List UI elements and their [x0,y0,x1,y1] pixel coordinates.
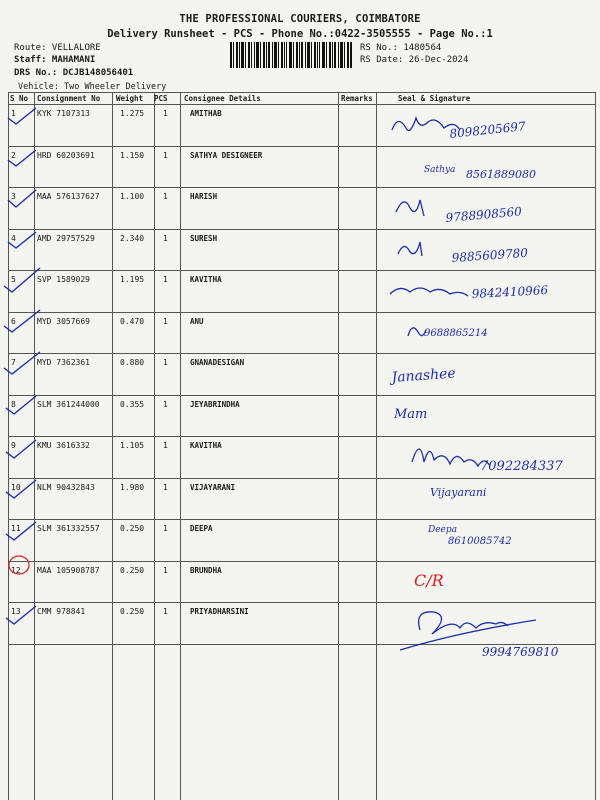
cell-pcs: 1 [163,441,168,450]
row-divider [8,229,596,230]
row-divider [8,353,596,354]
handwriting-name-2: Sathya [424,165,456,175]
cell-weight: 1.100 [120,192,145,201]
table-border [595,92,596,800]
cell-pcs: 1 [163,400,168,409]
row-divider [8,312,596,313]
cell-consignee: AMITHAB [190,109,222,118]
cell-sno: 5 [11,275,16,284]
cell-pcs: 1 [163,358,168,367]
cell-pcs: 1 [163,234,168,243]
cell-sno: 3 [11,192,16,201]
cell-consignee: SURESH [190,234,218,243]
cell-consignee: HARISH [190,192,218,201]
col-header-weight: Weight [116,94,144,103]
cell-weight: 0.355 [120,400,145,409]
column-divider [376,92,377,800]
cell-pcs: 1 [163,192,168,201]
cell-weight: 1.195 [120,275,145,284]
col-header-remarks: Remarks [341,94,373,103]
cell-consignment-no: MAA 576137627 [37,192,100,201]
cell-pcs: 1 [163,317,168,326]
table-border [8,92,9,800]
handwriting-phone-13: 9994769810 [482,645,559,659]
row-divider [8,436,596,437]
drs-number: DRS No.: DCJB148056401 [14,68,134,78]
cell-consignment-no: MYD 7362361 [37,358,90,367]
col-header-consignment: Consignment No [37,94,101,103]
cell-pcs: 1 [163,607,168,616]
cell-pcs: 1 [163,109,168,118]
handwriting-phone-4: 9885609780 [451,245,529,265]
handwriting-phone-9: 7092284337 [480,459,563,474]
header-divider [8,104,596,105]
cell-pcs: 1 [163,524,168,533]
col-header-sno: S No [10,94,29,103]
cell-consignee: GNANADESIGAN [190,358,245,367]
cell-sno: 9 [11,441,16,450]
cell-sno: 6 [11,317,16,326]
cell-sno: 11 [11,524,21,533]
cell-sno: 8 [11,400,16,409]
barcode-image [230,42,352,68]
cell-pcs: 1 [163,566,168,575]
handwriting-phone-11: 8610085742 [448,536,512,547]
cell-sno: 4 [11,234,16,243]
vehicle-label: Vehicle: Two Wheeler Delivery [18,82,167,92]
cell-consignment-no: CMM 978841 [37,607,86,616]
row-divider [8,644,596,645]
cell-consignee: ANU [190,317,204,326]
cell-consignment-no: MAA 105908787 [37,566,100,575]
cell-weight: 0.250 [120,566,145,575]
runsheet-table [8,92,596,800]
cell-weight: 2.340 [120,234,145,243]
cell-sno: 7 [11,358,16,367]
cell-consignee: DEEPA [190,524,213,533]
row-divider [8,146,596,147]
cell-sno: 2 [11,151,16,160]
cell-consignee: PRIYADHARSINI [190,607,249,616]
cell-sno: 10 [11,483,21,492]
cell-pcs: 1 [163,275,168,284]
column-divider [338,92,339,800]
cell-consignee: BRUNDHA [190,566,222,575]
runsheet-subtitle: Delivery Runsheet - PCS - Phone No.:0422-3505555 - Page No.:1 [107,28,493,40]
cell-consignment-no: AMD 29757529 [37,234,95,243]
handwriting-phone-3: 9788908560 [445,204,523,225]
table-border [8,92,596,93]
cell-weight: 0.880 [120,358,145,367]
col-header-pcs: PCS [154,94,168,103]
handwriting-phone-2: 8561889080 [466,168,536,181]
route-label: Route: VELLALORE [14,43,101,53]
cell-consignment-no: KMU 3616332 [37,441,90,450]
cell-weight: 1.150 [120,151,145,160]
handwriting-name-7: Janashee [391,365,457,386]
cell-consignment-no: HRD 60203691 [37,151,95,160]
rs-number: RS No.: 1480564 [360,43,442,53]
handwriting-phone-6: 9688865214 [424,328,488,339]
cell-consignee: KAVITHA [190,441,222,450]
cell-consignment-no: SLM 361332557 [37,524,100,533]
cell-consignee: KAVITHA [190,275,222,284]
company-title: THE PROFESSIONAL COURIERS, COIMBATORE [179,13,421,25]
row-divider [8,270,596,271]
handwriting-phone-5: 9842410966 [471,283,549,301]
row-divider [8,395,596,396]
cell-consignment-no: SLM 361244000 [37,400,100,409]
row-divider [8,519,596,520]
row-divider [8,478,596,479]
cell-weight: 0.250 [120,607,145,616]
handwriting-phone-1: 8098205697 [448,119,527,141]
cell-weight: 1.980 [120,483,145,492]
row-divider [8,561,596,562]
cell-pcs: 1 [163,483,168,492]
col-header-seal: Seal & Signature [398,94,471,103]
cell-weight: 0.250 [120,524,145,533]
column-divider [112,92,113,800]
cell-pcs: 1 [163,151,168,160]
row-divider [8,187,596,188]
cell-sno: 13 [11,607,21,616]
rs-date: RS Date: 26-Dec-2024 [360,55,469,65]
staff-label: Staff: MAHAMANI [14,55,96,65]
cell-consignee: VIJAYARANI [190,483,236,492]
handwriting-name-10: Vijayarani [430,486,487,499]
cell-consignee: JEYABRINDHA [190,400,240,409]
row-divider [8,602,596,603]
cell-consignment-no: SVP 1589029 [37,275,90,284]
column-divider [34,92,35,800]
handwriting-cr-12: C/R [414,571,444,590]
col-header-consignee: Consignee Details [184,94,261,103]
cell-consignment-no: MYD 3057669 [37,317,90,326]
cell-weight: 1.275 [120,109,145,118]
cell-consignment-no: KYK 7107313 [37,109,90,118]
cell-consignee: SATHYA DESIGNEER [190,151,263,160]
handwriting-name-8: Mam [394,407,428,422]
handwriting-name-11: Deepa [428,525,457,535]
cell-sno: 12 [11,566,21,575]
column-divider [180,92,181,800]
cell-sno: 1 [11,109,16,118]
cell-weight: 0.470 [120,317,145,326]
column-divider [154,92,155,800]
cell-consignment-no: NLM 90432843 [37,483,95,492]
cell-weight: 1.105 [120,441,145,450]
